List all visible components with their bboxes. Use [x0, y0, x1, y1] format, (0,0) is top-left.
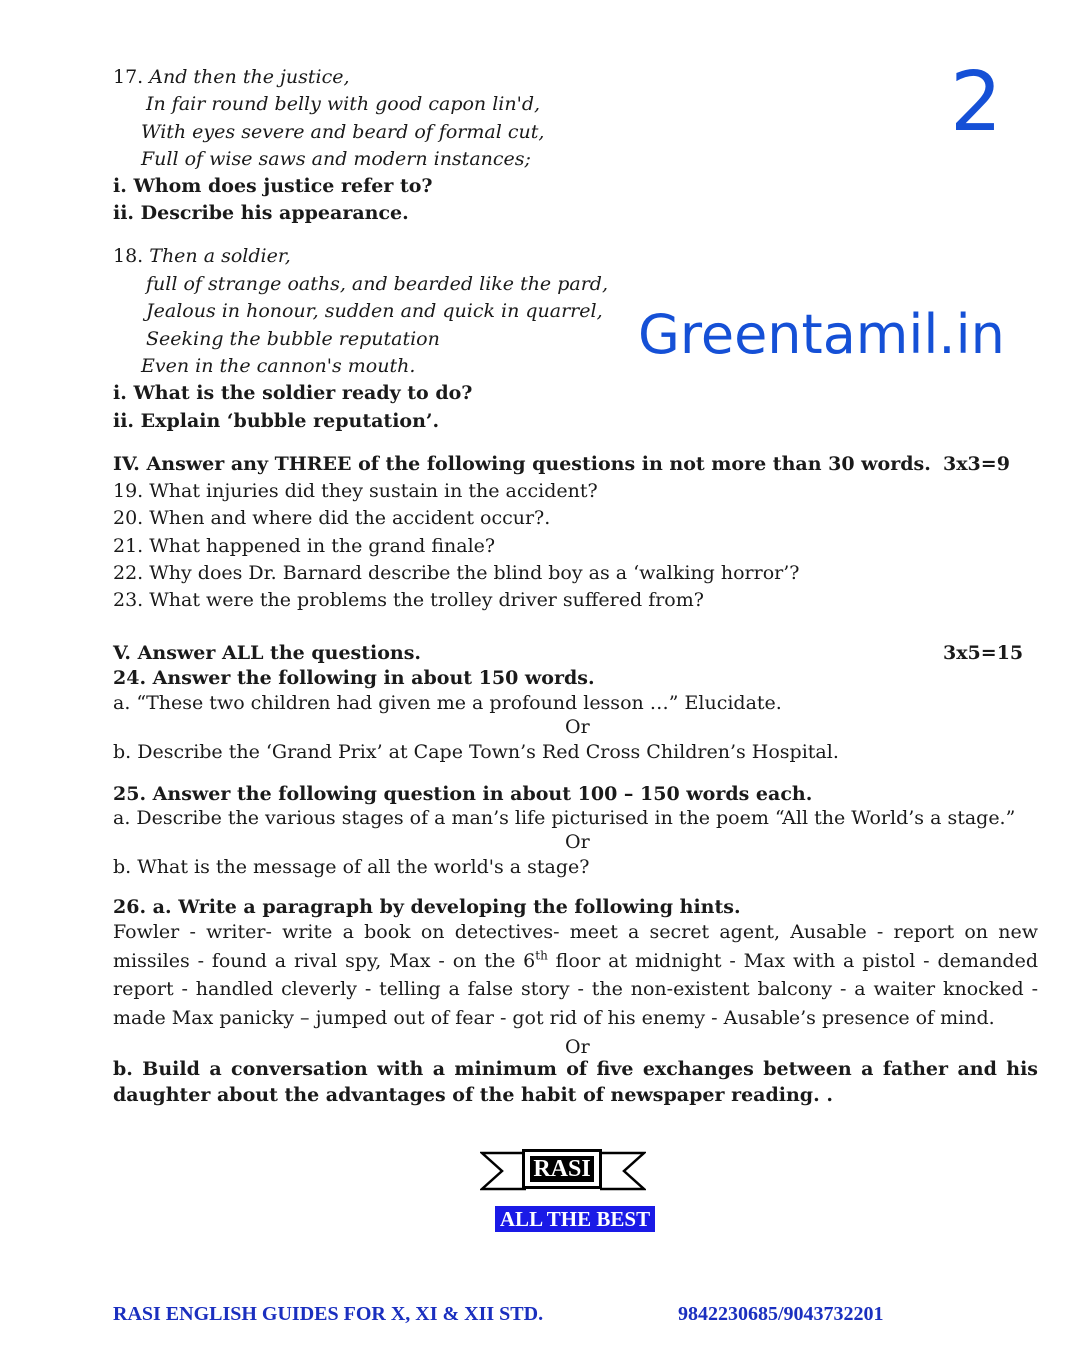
poem-line: With eyes severe and beard of formal cut,: [141, 121, 545, 143]
logo-box: [522, 1149, 602, 1189]
list-item: 21. What happened in the grand finale?: [113, 535, 496, 557]
sub-question: ii. Describe his appearance.: [113, 202, 409, 224]
option-b: b. Describe the ‘Grand Prix’ at Cape Town’s Red Cross Children’s Hospital.: [113, 741, 839, 763]
poem-line: Full of wise saws and modern instances;: [141, 148, 531, 170]
question-number: 18.: [113, 245, 144, 267]
sub-question: i. What is the soldier ready to do?: [113, 382, 473, 404]
question-number: 17.: [113, 66, 144, 88]
question-heading-24: 24. Answer the following in about 150 words.: [113, 667, 595, 689]
poem-line: Even in the cannon's mouth.: [141, 355, 416, 377]
hints-text: Fowler - writer- write a book on detectives- meet a secret agent, Ausable - report on new missiles - found a rival spy, Max - on the 6: [113, 921, 1038, 972]
list-item: 19. What injuries did they sustain in the accident?: [113, 480, 598, 502]
footer-left: RASI ENGLISH GUIDES FOR X, XI & XII STD.: [113, 1303, 544, 1325]
question-heading-25: 25. Answer the following question in about 100 – 150 words each.: [113, 783, 813, 805]
list-item: 23. What were the problems the trolley driver suffered from?: [113, 589, 704, 611]
poem-line: full of strange oaths, and bearded like the pard,: [146, 273, 608, 295]
poem-line: Seeking the bubble reputation: [146, 328, 440, 350]
list-item: 22. Why does Dr. Barnard describe the blind boy as a ‘walking horror’?: [113, 562, 800, 584]
poem-line: [113, 247, 291, 266]
hints-paragraph: [113, 918, 1038, 1032]
logo-text: RASI: [530, 1156, 594, 1182]
poem-line: [113, 68, 350, 87]
rasi-logo: [480, 1145, 646, 1195]
or-separator: Or: [565, 831, 590, 853]
or-separator: Or: [565, 716, 590, 738]
watermark-text: Greentamil.in: [638, 303, 1005, 366]
all-the-best-banner: ALL THE BEST: [495, 1206, 655, 1232]
page-number: 2: [950, 55, 1003, 150]
poem-text: And then the justice,: [149, 66, 350, 88]
question-heading-26: 26. a. Write a paragraph by developing the following hints.: [113, 896, 741, 918]
list-item: 20. When and where did the accident occur?.: [113, 507, 551, 529]
hints-text: floor at midnight - Max with a pistol - demanded report - handled cleverly - telling a false story - the non-existent balcony - a waiter knocked - made Max panicky – jumped out of fear - got rid of his enemy - Ausable’s presence of mind.: [113, 949, 1038, 1029]
poem-text: Then a soldier,: [149, 245, 291, 267]
poem-line: In fair round belly with good capon lin'd,: [146, 93, 541, 115]
sub-question: i. Whom does justice refer to?: [113, 175, 433, 197]
option-a: a. Describe the various stages of a man’s life picturised in the poem “All the World’s a stage.”: [113, 807, 1016, 829]
section-marks: 3x5=15: [943, 642, 1024, 664]
or-separator: Or: [565, 1036, 590, 1058]
superscript: th: [535, 948, 548, 963]
option-a: a. “These two children had given me a profound lesson …” Elucidate.: [113, 692, 782, 714]
section-marks: 3x3=9: [943, 453, 1010, 475]
sub-question: ii. Explain ‘bubble reputation’.: [113, 410, 440, 432]
poem-line: Jealous in honour, sudden and quick in quarrel,: [146, 300, 603, 322]
option-b: b. What is the message of all the world's a stage?: [113, 856, 590, 878]
section-heading: V. Answer ALL the questions.: [113, 642, 422, 664]
section-heading: IV. Answer any THREE of the following questions in not more than 30 words.: [113, 453, 931, 475]
footer-phone: 9842230685/9043732201: [678, 1303, 884, 1325]
option-b: b. Build a conversation with a minimum of five exchanges between a father and his daughter about the advantages of the habit of newspaper reading. .: [113, 1058, 1038, 1106]
